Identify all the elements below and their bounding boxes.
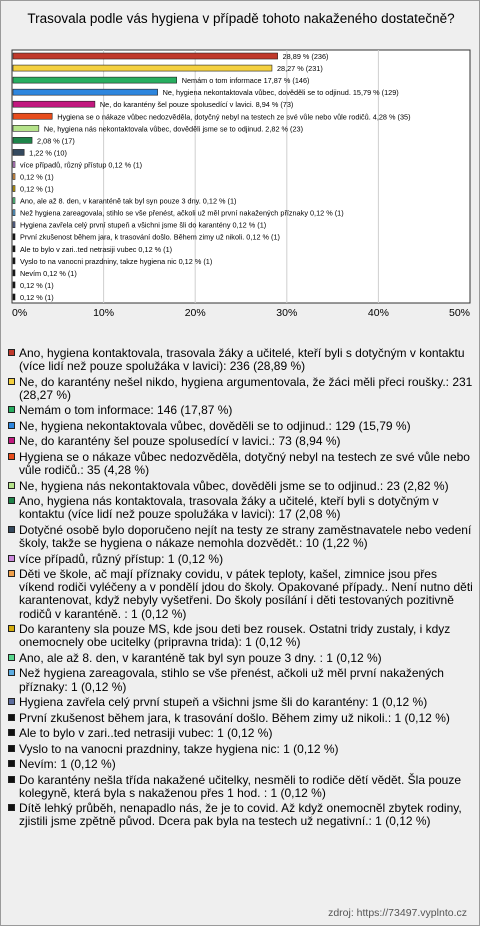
data-label: 28,89 % (236) — [282, 52, 329, 62]
legend-label: Dítě lehký průběh, nenapadlo nás, že je to covid. Až když onemocněl zbytek rodiny, zjistili jsme zpětně původ. Dcera pak byla na testech už negativní.: 1 (0,12 %) — [19, 801, 462, 829]
legend-swatch — [8, 776, 15, 783]
legend-label: Ano, hygiena nás kontaktovala, trasovala žáky a učitelé, kteří byli s dotyčným v kontaktu (více lidí než pouze spolužáka v lavici): 17 (2,08 %) — [19, 494, 439, 522]
data-label: Ne, do karantény šel pouze spolusedící v lavici. 8,94 % (73) — [99, 100, 294, 110]
x-tick-label: 30% — [276, 307, 298, 319]
data-label: Hygiena zavřela celý první stupeň a všichni jsme šli do karantény 0,12 % (1) — [20, 220, 267, 230]
bar — [13, 234, 15, 240]
data-label: Nevím 0,12 % (1) — [20, 268, 77, 278]
legend-item — [7, 347, 475, 373]
bar — [13, 294, 15, 300]
legend-label: více případů, různý přístup: 1 (0,12 %) — [19, 551, 224, 566]
chart-legend — [7, 347, 475, 831]
legend-label: Děti ve škole, ač mají příznaky covidu, v pátek teploty, kašel, zimnice jsou přes víkend rodiči vyléčeny a v pondělí jdou do školy. Opakované případy.. Není nutno děti karantenovat, když nebyly vyšetřeni. Do školy posílání i děti testovaných pozitivně rodičů v karanténě. : 1 (0,12 %) — [19, 567, 473, 621]
legend-swatch — [8, 526, 15, 533]
legend-label: Ano, ale až 8. den, v karanténě tak byl syn pouze 3 dny. : 1 (0,12 %) — [19, 650, 382, 665]
legend-item — [7, 553, 475, 566]
data-label: více případů, různý přístup 0,12 % (1) — [20, 160, 143, 170]
legend-item — [7, 404, 475, 417]
legend-item — [7, 451, 475, 477]
legend-item — [7, 667, 475, 693]
legend-swatch — [8, 760, 15, 767]
legend-item — [7, 712, 475, 725]
legend-label: Nemám o tom informace: 146 (17,87 %) — [19, 403, 233, 418]
bar — [13, 222, 15, 228]
legend-label: Ne, hygiena nekontaktovala vůbec, dověděli se to odjinud.: 129 (15,79 %) — [19, 418, 411, 433]
legend-label: První zkušenost během jara, k trasování došlo. Během zimy už nikoli.: 1 (0,12 %) — [19, 710, 450, 725]
data-label: 1,22 % (10) — [29, 148, 67, 158]
legend-label: Ne, do karantény nešel nikdo, hygiena argumentovala, že žáci měli přeci roušky.: 231 (28,27 %) — [19, 374, 473, 402]
legend-label: Dotyčné osobě bylo doporučeno nejít na testy ze strany zaměstnavatele nebo vedení školy, takže se hygiena o nákaze nemohla dozvědět.: 10 (1,22 %) — [19, 522, 472, 551]
bar — [13, 174, 15, 180]
legend-label: Vyslo to na vanocni prazdniny, takze hygiena nic: 1 (0,12 %) — [19, 741, 339, 756]
legend-swatch — [8, 497, 15, 504]
legend-swatch — [8, 625, 15, 632]
data-label: 0,12 % (1) — [20, 172, 54, 182]
bar-chart-plot — [11, 49, 471, 339]
data-label: První zkušenost během jara, k trasování došlo. Během zimy už nikoli. 0,12 % (1) — [20, 232, 280, 242]
data-label: 0,12 % (1) — [20, 280, 54, 290]
bar — [13, 161, 15, 167]
data-label: Nemám o tom informace 17,87 % (146) — [181, 76, 310, 86]
legend-swatch — [8, 555, 15, 562]
legend-item — [7, 727, 475, 740]
legend-swatch — [8, 422, 15, 429]
legend-swatch — [8, 729, 15, 736]
legend-label: Ne, hygiena nás nekontaktovala vůbec, dověděli jsme se to odjinud.: 23 (2,82 %) — [19, 478, 449, 493]
legend-swatch — [8, 349, 15, 356]
chart-title: Trasovala podle vás hygiena v případě tohoto nakaženého dostatečně? — [27, 11, 455, 26]
legend-item — [7, 420, 475, 433]
x-tick-label: 50% — [448, 307, 470, 319]
legend-item — [7, 480, 475, 493]
legend-item — [7, 495, 475, 521]
legend-swatch — [8, 437, 15, 444]
legend-label: Hygiena zavřela celý první stupeň a všichni jsme šli do karantény: 1 (0,12 %) — [19, 695, 428, 710]
bar — [13, 186, 15, 192]
legend-item — [7, 623, 475, 649]
bar — [13, 198, 15, 204]
bar — [13, 258, 15, 264]
legend-swatch — [8, 714, 15, 721]
legend-swatch — [8, 804, 15, 811]
bar — [13, 89, 158, 95]
legend-label: Ne, do karantény šel pouze spolusedící v lavici.: 73 (8,94 %) — [19, 434, 341, 449]
legend-item — [7, 524, 475, 550]
data-label: Hygiena se o nákaze vůbec nedozvěděla, dotyčný nebyl na testech ze své vůle nebo vůle rodičů. 4,28 % (35) — [57, 112, 411, 122]
legend-item — [7, 652, 475, 665]
data-label: Než hygiena zareagovala, stihlo se vše přenést, ačkoli už měl první nakažených příznaky 0,12 % (1) — [20, 208, 344, 218]
legend-item — [7, 435, 475, 448]
legend-swatch — [8, 698, 15, 705]
legend-label: Ale to bylo v zari..ted netrasiji vubec: 1 (0,12 %) — [19, 726, 273, 741]
legend-item — [7, 802, 475, 828]
legend-item — [7, 376, 475, 402]
legend-swatch — [8, 745, 15, 752]
legend-swatch — [8, 482, 15, 489]
legend-label: Hygiena se o nákaze vůbec nedozvěděla, dotyčný nebyl na testech ze své vůle nebo vůle rodičů.: 35 (4,28 %) — [19, 449, 470, 478]
bar — [13, 270, 15, 276]
legend-label: Do karantény nešla třída nakažené učitelky, nesměli to rodiče dětí vědět. Šla pouze kolegyně, která byla s nakaženou přes 1 hod. : 1 (0,12 %) — [19, 772, 462, 800]
legend-swatch — [8, 669, 15, 676]
bar — [13, 113, 52, 119]
data-label: Vyslo to na vanocni prazdniny, takze hygiena nic 0,12 % (1) — [20, 256, 213, 266]
legend-item — [7, 774, 475, 800]
legend-swatch — [8, 453, 15, 460]
bar — [13, 53, 278, 59]
data-label: Ale to bylo v zari..ted netrasiji vubec 0,12 % (1) — [20, 244, 173, 254]
legend-label: Než hygiena zareagovala, stihlo se vše přenést, ačkoli už měl první nakažených příznaky: 1 (0,12 %) — [19, 666, 444, 694]
data-label: Ne, hygiena nekontaktovala vůbec, dověděli se to odjinud. 15,79 % (129) — [162, 88, 399, 98]
x-tick-label: 40% — [367, 307, 389, 319]
bar — [13, 77, 177, 83]
bar — [13, 246, 15, 252]
data-label: 28,27 % (231) — [276, 64, 323, 74]
bar — [13, 125, 39, 131]
bar — [13, 65, 272, 71]
data-label: 2,08 % (17) — [37, 136, 75, 146]
data-label: Ne, hygiena nás nekontaktovala vůbec, dověděli jsme se to odjinud. 2,82 % (23) — [43, 124, 304, 134]
legend-item — [7, 758, 475, 771]
bar — [13, 149, 24, 155]
legend-swatch — [8, 406, 15, 413]
legend-item — [7, 696, 475, 709]
legend-label: Ano, hygiena kontaktovala, trasovala žáky a učitelé, kteří byli s dotyčným v kontaktu (více lidí než pouze spolužáka v lavici): 236 (28,89 %) — [19, 346, 465, 374]
legend-item — [7, 568, 475, 621]
legend-swatch — [8, 378, 15, 385]
legend-swatch — [8, 654, 15, 661]
data-label: 0,12 % (1) — [20, 184, 54, 194]
data-label: 0,12 % (1) — [20, 292, 54, 302]
x-tick-label: 0% — [12, 307, 28, 319]
source-credit: zdroj: https://73497.vyplnto.cz — [328, 907, 467, 919]
x-tick-label: 10% — [93, 307, 115, 319]
x-tick-label: 20% — [184, 307, 206, 319]
bar — [13, 210, 15, 216]
legend-label: Nevím: 1 (0,12 %) — [19, 757, 116, 772]
bar — [13, 137, 32, 143]
bar — [13, 101, 95, 107]
bar — [13, 282, 15, 288]
legend-label: Do karanteny sla pouze MS, kde jsou deti bez rousek. Ostatni tridy zustaly, i kdyz onemocnely obe ucitelky (pripravna trida): 1 (0,12 %) — [19, 622, 451, 650]
data-label: Ano, ale až 8. den, v karanténě tak byl syn pouze 3 dny. 0,12 % (1) — [20, 196, 237, 206]
legend-swatch — [8, 570, 15, 577]
legend-item — [7, 743, 475, 756]
